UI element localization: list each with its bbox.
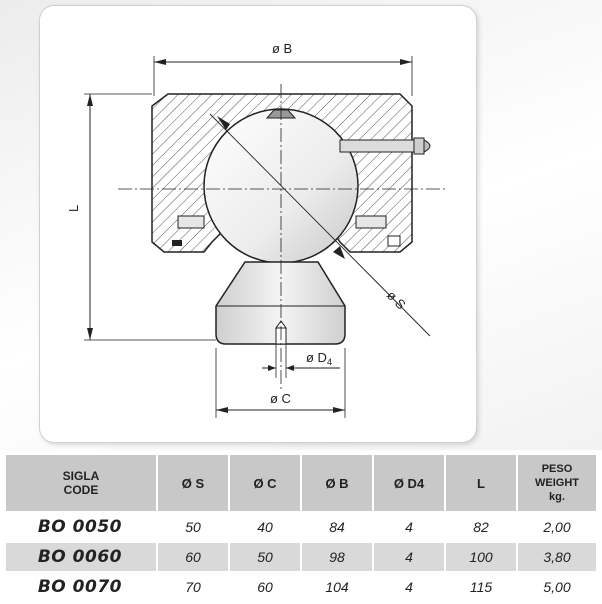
cell-weight: 5,00 <box>543 579 571 595</box>
dimension-b <box>154 41 412 96</box>
cell-weight: 2,00 <box>543 519 571 535</box>
header-s: Ø S <box>158 455 228 511</box>
cell-s: 50 <box>185 519 201 535</box>
specification-table <box>4 453 598 603</box>
cell-s: 70 <box>185 579 201 595</box>
grease-nipple <box>340 138 430 154</box>
cell-d4: 4 <box>374 543 444 571</box>
header-code <box>6 455 156 511</box>
label-length: L <box>66 204 81 212</box>
cell-b: 84 <box>329 519 345 535</box>
label-dia-s: ø S <box>383 287 409 313</box>
cell-d4: 4 <box>405 579 413 595</box>
table-header-row <box>6 455 596 511</box>
header-weight-line2: WEIGHT <box>535 477 579 489</box>
header-code-line2: CODE <box>63 483 99 497</box>
header-d4: Ø D4 <box>374 455 444 511</box>
table-row <box>6 543 596 571</box>
cell-b: 104 <box>325 579 349 595</box>
technical-drawing-card <box>40 6 476 442</box>
cell-code: BO 0050 <box>37 517 122 537</box>
cell-d4: 4 <box>405 519 413 535</box>
cell-l: 100 <box>446 543 516 571</box>
cell-s: 60 <box>158 543 228 571</box>
cell-code: BO 0070 <box>37 577 122 597</box>
ball-stem <box>216 262 345 344</box>
technical-drawing <box>40 6 476 442</box>
cell-l: 115 <box>469 579 493 595</box>
label-dia-c: ø C <box>270 391 291 406</box>
cell-code: BO 0060 <box>6 543 156 571</box>
cell-c: 60 <box>257 579 273 595</box>
dimension-d4 <box>262 344 340 378</box>
header-code-line1: SIGLA <box>62 469 100 483</box>
cell-c: 40 <box>257 519 273 535</box>
header-weight-line1: PESO <box>541 463 573 475</box>
header-c: Ø C <box>230 455 300 511</box>
cell-weight: 3,80 <box>518 543 596 571</box>
header-weight-line3: kg. <box>549 491 565 503</box>
label-dia-d4: ø $D_4$ <box>306 350 332 367</box>
label-dia-b: ø B <box>272 41 293 56</box>
header-weight <box>518 455 596 511</box>
header-l: L <box>446 455 516 511</box>
table-row <box>6 513 596 541</box>
cell-b: 98 <box>302 543 372 571</box>
cell-c: 50 <box>230 543 300 571</box>
header-b: Ø B <box>302 455 372 511</box>
cell-l: 82 <box>473 519 489 535</box>
table-row <box>6 573 596 601</box>
